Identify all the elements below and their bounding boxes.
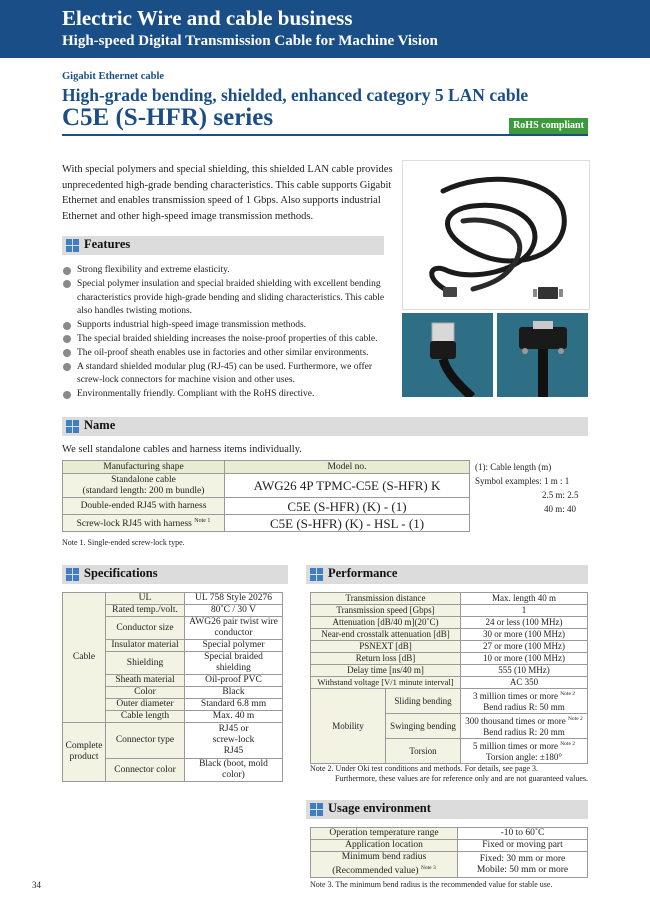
table-row: Color Black xyxy=(63,687,283,699)
usage-note: Note 3. The minimum bend radius is the recommended value for stable use. xyxy=(310,880,553,889)
section-grid-icon xyxy=(66,239,79,252)
usage-table xyxy=(310,827,588,878)
specifications-section-header xyxy=(62,565,288,584)
table-row: Near-end crosstalk attenuation [dB] 30 or more (100 MHz) xyxy=(311,629,588,641)
table-row: Application location Fixed or moving part xyxy=(311,840,588,852)
table-row: Sheath material Oil-proof PVC xyxy=(63,675,283,687)
screwlock-connector-photo xyxy=(497,313,588,397)
section-grid-icon xyxy=(66,568,79,581)
table-row: Cable length Max. 40 m xyxy=(63,711,283,723)
bullet-icon xyxy=(63,391,71,399)
table-row: Transmission distance Max. length 40 m xyxy=(311,593,588,605)
usage-title: Usage environment xyxy=(328,801,431,815)
list-item: A standard shielded modular plug (RJ-45) can be used. Furthermore, we offer screw-lock connectors for machine vision and other uses. xyxy=(62,361,397,389)
name-lead: We sell standalone cables and harness items individually. xyxy=(62,444,302,455)
list-item: Strong flexibility and extreme elasticity. xyxy=(62,264,397,278)
table-row: Transmission speed [Gbps] 1 xyxy=(311,605,588,617)
list-item: Environmentally friendly. Compliant with the RoHS directive. xyxy=(62,388,397,402)
table-row: Minimum bend radius (Recommended value) $^{Note 3}$ Fixed: 30 mm or more Mobile: 50 mm or more xyxy=(311,852,588,878)
symbol-legend: (1): Cable length (m) xyxy=(475,462,552,472)
table-row: Conductor size AWG26 pair twist wire conductor xyxy=(63,617,283,640)
model-table xyxy=(62,460,470,532)
rohs-badge: RoHS compliant xyxy=(509,118,588,134)
symbol-example: 40 m: 40 xyxy=(544,504,577,514)
performance-section-header xyxy=(306,565,588,584)
header-title: Electric Wire and cable business xyxy=(62,6,353,30)
intro-paragraph: With special polymers and special shielding, this shielded LAN cable provides unprecedented high-grade bending characteristics. This cable supports Gigabit Ethernet and enables transmission speed of 1 Gbps. Also supports industrial Ethernet and other high-speed image transmission methods. xyxy=(62,164,393,222)
table-row: Double-ended RJ45 with harness C5E (S-HFR) (K) - (1) xyxy=(63,498,470,515)
bullet-icon xyxy=(63,349,71,357)
name-title: Name xyxy=(84,418,116,432)
table-row: Swinging bending 300 thousand times or more $^{Note 2}$ Bend radius R: 20 mm xyxy=(311,714,588,739)
rj45-connector-photo xyxy=(402,313,493,397)
symbol-example: Symbol examples: 1 m : 1 xyxy=(475,476,570,486)
col-model-header: Model no. xyxy=(225,461,470,474)
page-number: 34 xyxy=(32,880,41,890)
specifications-title: Specifications xyxy=(84,566,158,580)
table-row: Insulator material Special polymer xyxy=(63,640,283,652)
table-row: Cable UL UL 758 Style 20276 xyxy=(63,593,283,605)
table-row: Screw-lock RJ45 with harness $^{Note 1}$ C5E (S-HFR) (K) - HSL - (1) xyxy=(63,515,470,532)
table-row: Attenuation [dB/40 m](20˚C) 24 or less (100 MHz) xyxy=(311,617,588,629)
product-category: Gigabit Ethernet cable xyxy=(62,71,165,82)
section-grid-icon xyxy=(66,420,79,433)
header-banner xyxy=(0,0,650,58)
table-row: Standalone cable (standard length: 200 m bundle) AWG26 4P TPMC-C5E (S-HFR) K xyxy=(63,474,470,498)
bullet-icon xyxy=(63,280,71,288)
table-row: Mobility Sliding bending 3 million times or more $^{Note 2}$ Bend radius R: 50 mm xyxy=(311,689,588,714)
table-row: Shielding Special braided shielding xyxy=(63,652,283,675)
list-item: The oil-proof sheath enables use in factories and other similar environments. xyxy=(62,347,397,361)
table-row: Complete product Connector type RJ45 or screw-lock RJ45 xyxy=(63,723,283,759)
bullet-icon xyxy=(63,322,71,330)
bullet-icon xyxy=(63,363,71,371)
table-row: PSNEXT [dB] 27 or more (100 MHz) xyxy=(311,641,588,653)
product-tagline: High-grade bending, shielded, enhanced category 5 LAN cable xyxy=(62,85,529,105)
features-title: Features xyxy=(84,237,131,251)
table-row: Connector color Black (boot, mold color) xyxy=(63,759,283,782)
bullet-icon xyxy=(63,267,71,275)
table-row: Delay time [ns/40 m] 555 (10 MHz) xyxy=(311,665,588,677)
cable-photo xyxy=(402,160,590,310)
performance-title: Performance xyxy=(328,566,398,580)
screwlock-plug-icon xyxy=(538,287,558,299)
performance-note-continued: Furthermore, these values are for reference only and are not guaranteed values. xyxy=(335,774,588,783)
table-row: Operation temperature range -10 to 60˚C xyxy=(311,828,588,840)
table-row: Torsion 5 million times or more $^{Note 2}$ Torsion angle: ±180° xyxy=(311,739,588,764)
usage-section-header xyxy=(306,800,588,819)
header-subtitle: High-speed Digital Transmission Cable for Machine Vision xyxy=(62,33,438,49)
list-item: Special polymer insulation and special braided shielding with excellent bending characteristics provide high-grade bending and sliding characteristics. This cable also handles twisting motions. xyxy=(62,278,397,319)
table-row: Outer diameter Standard 6.8 mm xyxy=(63,699,283,711)
symbol-example: 2.5 m: 2.5 xyxy=(542,490,579,500)
bullet-icon xyxy=(63,335,71,343)
title-divider xyxy=(62,134,588,136)
name-section-header xyxy=(62,417,588,436)
features-list xyxy=(62,264,397,402)
performance-note: Note 2. Under Oki test conditions and methods. For details, see page 3. xyxy=(310,764,538,773)
list-item: The special braided shielding increases the noise-proof properties of this cable. xyxy=(62,333,397,347)
rj45-plug-icon xyxy=(443,287,457,297)
performance-table xyxy=(310,592,588,764)
section-grid-icon xyxy=(310,568,323,581)
table-row: Rated temp./volt. 80˚C / 30 V xyxy=(63,605,283,617)
specifications-table xyxy=(62,592,283,782)
section-grid-icon xyxy=(310,803,323,816)
product-series-title: C5E (S-HFR) series xyxy=(62,104,274,131)
name-note: Note 1. Single-ended screw-lock type. xyxy=(62,538,185,547)
list-item: Supports industrial high-speed image transmission methods. xyxy=(62,319,397,333)
table-row: Withstand voltage [V/1 minute interval] AC 350 xyxy=(311,677,588,689)
col-shape-header: Manufacturing shape xyxy=(63,461,225,474)
table-row: Return loss [dB] 10 or more (100 MHz) xyxy=(311,653,588,665)
features-section-header xyxy=(62,236,384,255)
